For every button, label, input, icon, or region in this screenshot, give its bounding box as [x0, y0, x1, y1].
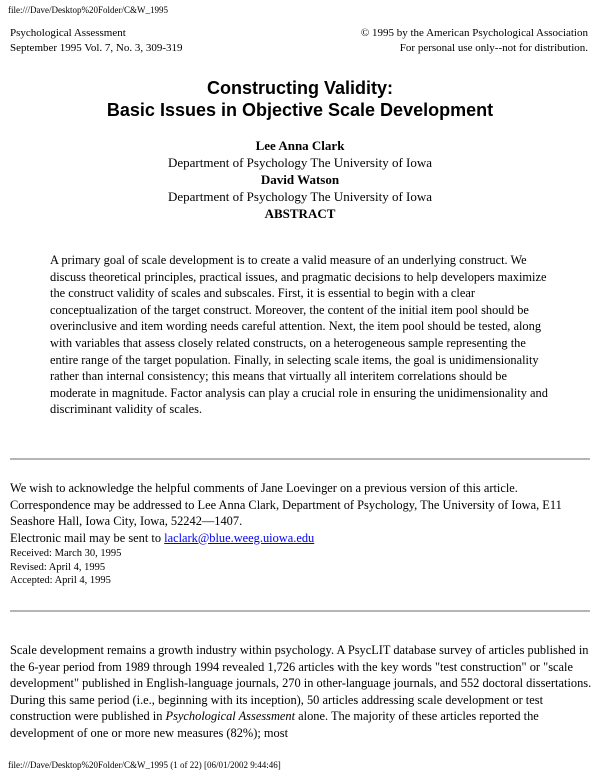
abstract-text: A primary goal of scale development is to create a valid measure of an underlying construct. We discuss theoretical principles, practical issues, and pragmatic decisions to help developers maximize the construct validity of scales and subscales. First, it is essential to begin with a clear conceptualization of the target construct. Moreover, the content of the initial item pool should be overinclusive and item wording needs careful attention. Next, the item pool should be tested, along with variables that assess closely related constructs, on a heterogeneous sample representing the entire range of the target population. Finally, in selecting scale items, the goal is unidimensionality rather than internal consistency; this means that virtually all interitem correlations should be moderate in magnitude. Factor analysis can play a crucial role in ensuring the unidimensionality and discriminant validity of scales. [50, 253, 548, 417]
journal-italic: Psychological Assessment [165, 709, 296, 723]
abstract-heading: ABSTRACT [264, 206, 336, 221]
body-text-start: Scale development remains a growth industry within psychology. A PsycLIT database survey of articles published in the 6-year period from 1989 through 1994 revealed 1,726 articles with the key words "test construction" or "scale development" published in English-language journals, 270 in other-language journals, and 552 doctoral dissertations. During this same period (i.e., beginning with its inception), 50 articles addressing scale development or test construction were published in [10, 643, 592, 723]
copyright-notice: © 1995 by the American Psychological Association [360, 27, 588, 39]
author-block [0, 137, 600, 222]
received-date: Received: March 30, 1995 [10, 548, 122, 559]
email-link[interactable]: laclark@blue.weeg.uiowa.edu [164, 530, 315, 545]
revised-date: Revised: April 4, 1995 [10, 561, 106, 573]
journal-name: Psychological Assessment [10, 27, 126, 39]
title-line-1: Constructing Validity: [206, 78, 393, 98]
divider [10, 458, 590, 460]
author-name: Lee Anna Clark [255, 138, 345, 153]
acknowledgment-text: We wish to acknowledge the helpful comments of Jane Loevinger on a previous version of this article. Correspondence may be addressed to Lee Anna Clark, Department of Psychology, The University of Iowa, E11 Seashore Hall, Iowa City, Iowa, 52242—1407. [10, 481, 562, 528]
divider [10, 610, 590, 612]
acknowledgment [10, 480, 595, 546]
article-title [0, 77, 600, 121]
email-prefix: Electronic mail may be sent to [10, 530, 165, 545]
accepted-date: Accepted: April 4, 1995 [10, 575, 111, 586]
journal-info [10, 26, 183, 56]
browser-footer: file:///Dave/Desktop%20Folder/C&W_1995 (1 of 22) [06/01/2002 9:44:46] [8, 760, 281, 770]
copyright-info [361, 26, 588, 56]
author-affiliation: Department of Psychology The University of Iowa [167, 155, 433, 170]
publication-dates [10, 547, 121, 588]
journal-issue: September 1995 Vol. 7, No. 3, 309-319 [10, 42, 183, 54]
body-paragraph [10, 642, 596, 741]
title-line-2: Basic Issues in Objective Scale Development [106, 100, 494, 120]
author-name: David Watson [260, 172, 340, 187]
body-text-end: alone. The majority of these articles reported the development of one or more new measures (82%); most [10, 709, 539, 740]
email-line [10, 530, 595, 547]
usage-notice: For personal use only--not for distribution. [399, 42, 588, 54]
browser-header-path: file:///Dave/Desktop%20Folder/C&W_1995 [8, 5, 168, 15]
author-affiliation: Department of Psychology The University of Iowa [167, 189, 433, 204]
